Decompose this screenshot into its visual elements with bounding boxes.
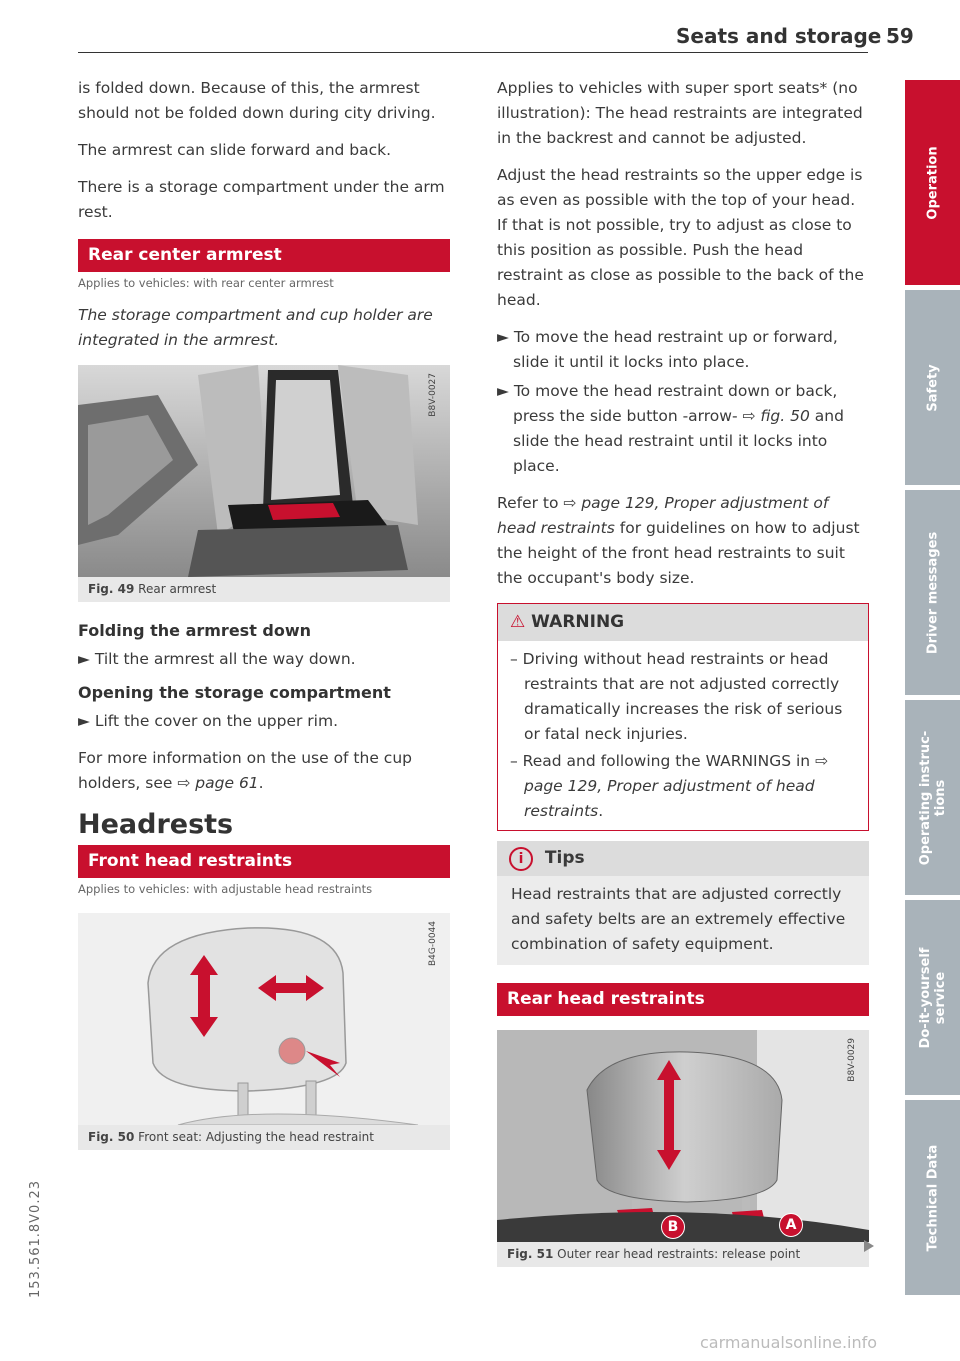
- more-info-end: .: [258, 774, 264, 792]
- tab-do-it-yourself[interactable]: [905, 900, 960, 1095]
- fold-heading: Folding the armrest down: [78, 621, 312, 640]
- tab-do-it-yourself-label: Do-it-yourself service: [917, 947, 948, 1048]
- fold-step: ► Tilt the armrest all the way down.: [78, 650, 356, 668]
- section-title: Seats and storage: [676, 24, 882, 48]
- tab-driver-messages[interactable]: [905, 490, 960, 695]
- more-info-paragraph: [78, 746, 450, 796]
- figure-51-caption: [497, 1242, 869, 1267]
- rear-head-restraints-heading: Rear head restraints: [497, 983, 869, 1016]
- warning-page-129-link[interactable]: ⇨ page 129, Proper adjustment of head restraints: [524, 752, 829, 820]
- step-up-forward: ► To move the head restraint up or forward, slide it until it locks into place.: [497, 328, 838, 371]
- tab-operation-label: Operation: [925, 145, 940, 220]
- header-rule: [78, 52, 868, 53]
- warning-item-2-text: – Read and following the WARNINGS in: [510, 752, 811, 770]
- tab-operation[interactable]: [905, 80, 960, 285]
- intro-paragraph-1: is folded down. Because of this, the armrest should not be folded down during city driving.: [78, 79, 436, 122]
- release-point-a-label: A: [779, 1213, 803, 1237]
- tab-safety-label: Safety: [925, 363, 940, 412]
- tab-operating-instructions[interactable]: [905, 700, 960, 895]
- info-icon: i: [509, 847, 533, 871]
- headrests-title: Headrests: [78, 809, 234, 840]
- rear-headrest-illustration: [497, 1030, 869, 1242]
- continue-arrow-icon: [864, 1240, 874, 1252]
- front-head-restraints-heading: Front head restraints: [78, 845, 450, 878]
- adjust-paragraph: Adjust the head restraints so the upper edge is as even as possible with the top of your head. If that is not possible, try to adjust as close to this position as possible. Push the head restraint as close as possible to the back of the head.: [497, 166, 864, 309]
- tab-driver-messages-label: Driver messages: [925, 531, 940, 654]
- left-column: [78, 76, 450, 1150]
- figure-50-caption-text: Front seat: Adjusting the head restraint: [138, 1130, 374, 1144]
- page-number: 59: [886, 24, 914, 48]
- figure-50-label: Fig. 50: [88, 1130, 135, 1144]
- tab-operating-instructions-label: Operating instruc- tions: [917, 730, 948, 865]
- refer-text: Refer to: [497, 494, 559, 512]
- figure-51: [497, 1030, 869, 1242]
- rear-center-armrest-heading: Rear center armrest: [78, 239, 450, 272]
- tab-technical-data[interactable]: [905, 1100, 960, 1295]
- warning-item-2-end: .: [598, 802, 604, 820]
- tips-box: [497, 841, 869, 965]
- watermark: carmanualsonline.info: [700, 1333, 878, 1352]
- tips-title: Tips: [544, 848, 585, 868]
- tab-technical-data-label: Technical Data: [925, 1144, 940, 1251]
- figure-51-code: B8V-0029: [847, 1038, 857, 1082]
- figure-50-caption: [78, 1125, 450, 1150]
- more-info-text: For more information on the use of the cup holders, see: [78, 749, 412, 792]
- figure-49-code: B8V-0027: [428, 373, 438, 417]
- figure-49-caption-text: Rear armrest: [138, 582, 217, 596]
- open-heading: Opening the storage compartment: [78, 683, 391, 702]
- figure-50: [78, 913, 450, 1125]
- figure-51-label: Fig. 51: [507, 1247, 554, 1261]
- figure-49-label: Fig. 49: [88, 582, 135, 596]
- open-step: ► Lift the cover on the upper rim.: [78, 712, 338, 730]
- step-down-text: ► To move the head restraint down or back, press the side button -arrow-: [497, 382, 838, 425]
- tips-header: [497, 841, 869, 876]
- page-61-link[interactable]: ⇨ page 61: [177, 774, 259, 792]
- fig-50-link[interactable]: ⇨ fig. 50: [742, 407, 810, 425]
- figure-49-caption: [78, 577, 450, 602]
- step-down-text-end: and slide the head restraint until it locks into place.: [513, 407, 844, 475]
- document-code: 153.561.8V0.23: [28, 1180, 43, 1298]
- figure-50-code: B4G-0044: [428, 921, 438, 967]
- super-sport-paragraph: Applies to vehicles with super sport seats* (no illustration): The head restraints are integrated in the backrest and cannot be adjusted.: [497, 79, 863, 147]
- warning-item-1: – Driving without head restraints or head restraints that are not adjusted correctly dramatically increases the risk of serious or fatal neck injuries.: [510, 650, 843, 743]
- refer-text-end: for guidelines on how to adjust the height of the front head restraints to suit the occupant's body size.: [497, 519, 860, 587]
- rear-armrest-illustration: [78, 365, 450, 577]
- warning-header: [498, 604, 868, 641]
- figure-51-caption-text: Outer rear head restraints: release point: [557, 1247, 801, 1261]
- front-headrest-illustration: [78, 913, 450, 1125]
- warning-title: WARNING: [531, 612, 625, 632]
- rear-center-intro: The storage compartment and cup holder are integrated in the armrest.: [78, 306, 433, 349]
- front-applies: Applies to vehicles: with adjustable head restraints: [78, 882, 373, 896]
- refer-paragraph: [497, 491, 869, 591]
- release-point-b-label: B: [661, 1215, 685, 1239]
- tab-safety[interactable]: [905, 290, 960, 485]
- warning-body: [498, 641, 868, 830]
- intro-paragraph-2: The armrest can slide forward and back.: [78, 141, 392, 159]
- right-column: [497, 76, 869, 1267]
- tips-body: Head restraints that are adjusted correctly and safety belts are an extremely effective combination of safety equipment.: [511, 885, 846, 953]
- step-down-back: [497, 379, 869, 479]
- warning-item-2: [510, 749, 856, 824]
- warning-triangle-icon: ⚠: [510, 612, 526, 632]
- figure-49: [78, 365, 450, 577]
- rear-center-applies: Applies to vehicles: with rear center armrest: [78, 276, 334, 290]
- page-129-link[interactable]: ⇨ page 129, Proper adjustment of head restraints: [497, 494, 829, 537]
- intro-paragraph-3: There is a storage compartment under the arm rest.: [78, 178, 445, 221]
- warning-box: [497, 603, 869, 831]
